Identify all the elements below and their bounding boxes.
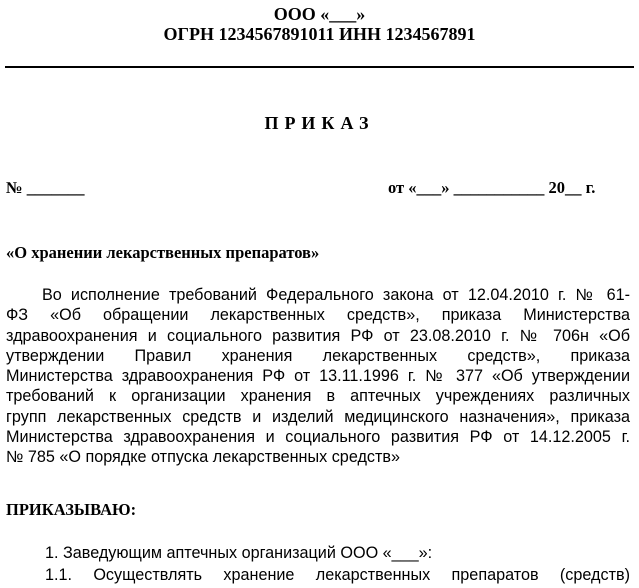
paragraph-line: ФЗ «Об обращении лекарственных средств», приказа Министерства [6, 306, 630, 325]
organization-ids: ОГРН 1234567891011 ИНН 1234567891 [163, 24, 476, 44]
order-item-1-1: 1.1. Осуществлять хранение лекарственных препаратов (средств) [45, 566, 630, 584]
order-heading: ПРИКАЗЫВАЮ: [6, 500, 137, 519]
paragraph-line: № 785 «О порядке отпуска лекарственных средств» [6, 448, 401, 467]
order-item-1: 1. Заведующим аптечных организаций ООО «___»: [45, 544, 433, 562]
paragraph-line: утверждении Правил хранения лекарственных средств», приказа [6, 346, 630, 365]
order-subject: «О хранении лекарственных препаратов» [6, 243, 320, 262]
order-number: № _______ [6, 178, 85, 197]
document-title: ПРИКАЗ [264, 113, 375, 133]
paragraph-line: Во исполнение требований Федерального закона от 12.04.2010 г. № 61- [42, 286, 630, 304]
header-divider [5, 66, 634, 68]
preamble-paragraph [6, 285, 630, 468]
order-date: от «___» ___________ 20__ г. [388, 178, 596, 197]
organization-name: ООО «___» [273, 4, 366, 24]
paragraph-line: здравоохранения и социального развития РФ от 23.08.2010 г. № 706н «Об [6, 326, 630, 345]
paragraph-line: требований к организации хранения в аптечных учреждениях различных [6, 387, 630, 406]
paragraph-line: Министерства здравоохранения РФ от 13.11.1996 г. № 377 «Об утверждении [6, 367, 630, 386]
paragraph-line: Министерства здравоохранения и социального развития РФ от 14.12.2005 г. [6, 428, 630, 447]
paragraph-line: групп лекарственных средств и изделий медицинского назначения», приказа [6, 407, 630, 426]
